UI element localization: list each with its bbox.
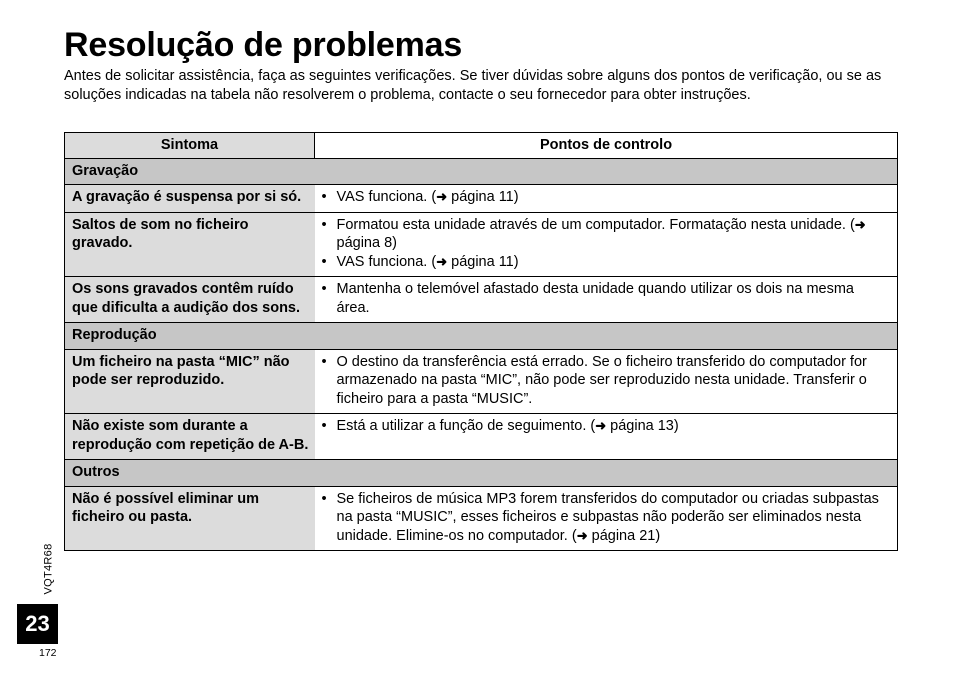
arrow-right-icon: ➜ (576, 527, 588, 543)
table-body (65, 158, 898, 551)
control-points-list (321, 188, 892, 207)
bullet-icon: • (321, 216, 327, 233)
bullet-icon: • (321, 418, 327, 434)
control-points-list (321, 280, 892, 317)
arrow-right-icon: ➜ (595, 418, 607, 433)
control-points-cell (315, 277, 898, 323)
control-points-cell (315, 349, 898, 414)
table-header-row (65, 133, 898, 159)
control-points-cell (315, 414, 898, 460)
control-points-list (321, 353, 892, 409)
section-title: Gravação (65, 158, 898, 185)
symptom-cell: Um ficheiro na pasta “MIC” não pode ser reproduzido. (65, 349, 315, 414)
page-reference: página 13) (610, 418, 679, 434)
control-point-text: VAS funciona. ( (336, 253, 437, 270)
header-symptom: Sintoma (65, 133, 315, 159)
control-point-item (321, 417, 892, 436)
control-point-text: Formatou esta unidade através de um computador. Formatação nesta unidade. ( (336, 216, 855, 233)
section-title: Outros (65, 460, 898, 487)
section-title: Reprodução (65, 323, 898, 350)
page-sub-number: 172 (39, 647, 57, 659)
page-reference: página 8) (336, 235, 397, 251)
page-reference: página 21) (591, 527, 661, 544)
table-row (65, 212, 898, 277)
control-point-text: VAS funciona. ( (336, 189, 437, 205)
section-row (65, 323, 898, 350)
control-point-item (321, 188, 892, 207)
table-row (65, 277, 898, 323)
control-point-item (321, 216, 892, 253)
page-number: 23 (17, 604, 58, 644)
symptom-cell: A gravação é suspensa por si só. (65, 185, 315, 213)
table-row (65, 349, 898, 414)
symptom-cell: Não é possível eliminar um ficheiro ou pasta. (65, 486, 315, 551)
section-row (65, 158, 898, 185)
control-points-cell (315, 185, 898, 213)
control-point-item (321, 490, 892, 546)
table-row (65, 185, 898, 213)
control-point-item (321, 353, 892, 409)
control-points-list (321, 417, 892, 436)
arrow-right-icon: ➜ (436, 253, 448, 269)
bullet-icon: • (321, 353, 327, 370)
section-row (65, 460, 898, 487)
bullet-icon: • (321, 253, 327, 270)
control-point-text: O destino da transferência está errado. Se o ficheiro transferido do computador for armazenado na pasta “MIC”, não pode ser reproduzido nesta unidade. Transferir o ficheiro para a pasta “MUSIC”. (336, 353, 867, 407)
control-points-list (321, 216, 892, 272)
control-point-item (321, 253, 892, 272)
arrow-right-icon: ➜ (436, 189, 448, 204)
control-point-item (321, 280, 892, 317)
troubleshooting-table (64, 132, 898, 551)
header-control-points: Pontos de controlo (315, 133, 898, 159)
page-title: Resolução de problemas (64, 26, 463, 64)
bullet-icon: • (321, 490, 327, 507)
table-row (65, 486, 898, 551)
control-point-text: Se ficheiros de música MP3 forem transferidos do computador ou criadas subpastas na pasta “MUSIC”, esses ficheiros e subpastas não poderão ser eliminados nesta unidade. Elimine-os no computador. ( (336, 490, 879, 544)
control-points-list (321, 490, 892, 546)
control-point-text: Mantenha o telemóvel afastado desta unidade quando utilizar os dois na mesma área. (336, 281, 854, 316)
symptom-cell: Os sons gravados contêm ruído que dificulta a audição dos sons. (65, 277, 315, 323)
control-point-text: Está a utilizar a função de seguimento. ( (336, 418, 596, 434)
bullet-icon: • (321, 189, 327, 205)
page-reference: página 11) (451, 253, 519, 270)
page-reference: página 11) (451, 189, 519, 205)
bullet-icon: • (321, 281, 327, 297)
control-points-cell (315, 486, 898, 551)
table-row (65, 414, 898, 460)
symptom-cell: Saltos de som no ficheiro gravado. (65, 212, 315, 277)
control-points-cell (315, 212, 898, 277)
arrow-right-icon: ➜ (854, 216, 866, 232)
symptom-cell: Não existe som durante a reprodução com repetição de A-B. (65, 414, 315, 460)
model-code: VQT4R68 (42, 543, 55, 595)
intro-paragraph: Antes de solicitar assistência, faça as seguintes verificações. Se tiver dúvidas sobre alguns dos pontos de verificação, ou se as soluções indicadas na tabela não resolverem o problema, contacte o seu fornecedor para obter instruções. (64, 68, 882, 103)
